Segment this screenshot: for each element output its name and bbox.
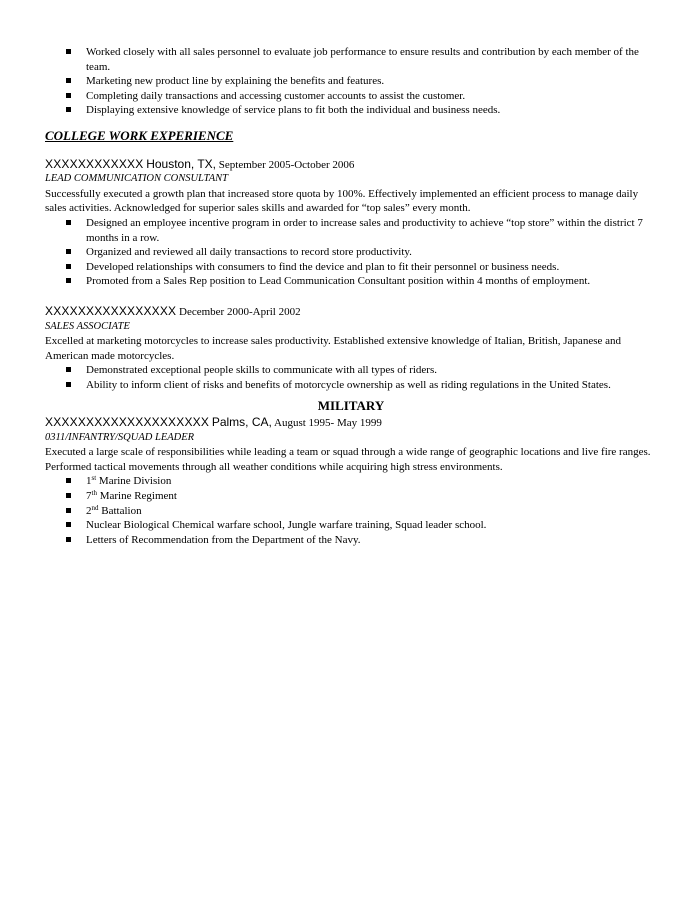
job3-header <box>45 415 657 431</box>
job1-city: Houston, TX, <box>146 156 217 171</box>
square-bullet-icon <box>66 478 71 483</box>
job1-dates: September 2005-October 2006 <box>218 158 355 171</box>
bullet-item: 2nd Battalion <box>45 504 657 519</box>
square-bullet-icon <box>66 493 71 498</box>
bullet-item: Completing daily transactions and accessing customer accounts to assist the customer. <box>45 89 657 104</box>
square-bullet-icon <box>66 249 71 254</box>
bullet-item: Nuclear Biological Chemical warfare school, Jungle warfare training, Squad leader school. <box>45 518 657 533</box>
job1-title: LEAD COMMUNICATION CONSULTANT <box>45 173 228 185</box>
job1-employer: XXXXXXXXXXXX <box>45 156 144 171</box>
job2-employer: XXXXXXXXXXXXXXXX <box>45 303 177 318</box>
bullet-item: Displaying extensive knowledge of service plans to fit both the individual and business needs. <box>45 103 657 118</box>
job3-title: 0311/INFANTRY/SQUAD LEADER <box>45 431 195 443</box>
bullet-item: 1st Marine Division <box>45 474 657 489</box>
square-bullet-icon <box>66 522 71 527</box>
job1-bullets <box>45 216 657 289</box>
job3-city: Palms, CA, <box>211 415 272 430</box>
bullet-item: Designed an employee incentive program in order to increase sales and productivity to achieve “top store” within the district 7 months in a row. <box>45 216 657 245</box>
college-work-heading: COLLEGE WORK EXPERIENCE <box>45 127 234 143</box>
job3-bullets <box>45 474 657 547</box>
square-bullet-icon <box>66 278 71 283</box>
square-bullet-icon <box>66 49 71 54</box>
square-bullet-icon <box>66 537 71 542</box>
square-bullet-icon <box>66 220 71 225</box>
resume-content <box>45 45 657 547</box>
bullet-item: Developed relationships with consumers to find the device and plan to fit their personnel or business needs. <box>45 260 657 275</box>
square-bullet-icon <box>66 107 71 112</box>
bullet-item: 7th Marine Regiment <box>45 489 657 504</box>
previous-job-bullets <box>45 45 657 118</box>
job2-header <box>45 304 657 320</box>
job2-summary: Excelled at marketing motorcycles to increase sales productivity. Established extensive knowledge of Italian, British, Japanese and American made motorcycles. <box>45 335 621 362</box>
bullet-item: Demonstrated exceptional people skills to communicate with all types of riders. <box>45 363 657 378</box>
job1-summary: Successfully executed a growth plan that increased store quota by 100%. Effectively implemented an efficient process to manage daily sales activities. Acknowledged for superior sales skills and awarded for “top sales” every month. <box>45 187 639 215</box>
bullet-item: Promoted from a Sales Rep position to Lead Communication Consultant position within 4 months of employment. <box>45 274 657 289</box>
square-bullet-icon <box>66 508 71 513</box>
bullet-item: Ability to inform client of risks and benefits of motorcycle ownership as well as riding regulations in the United States. <box>45 378 657 393</box>
square-bullet-icon <box>66 382 71 387</box>
job2-dates: December 2000-April 2002 <box>179 305 301 318</box>
job3-employer: XXXXXXXXXXXXXXXXXXXX <box>45 415 210 430</box>
job3-summary: Executed a large scale of responsibilities while leading a team or squad through a wide range of geographic locations and live fire ranges. Performed tactical movements through all weather conditions while acquiring high stress environments. <box>45 446 651 473</box>
military-heading: MILITARY <box>317 398 385 414</box>
square-bullet-icon <box>66 93 71 98</box>
job2-bullets <box>45 363 657 392</box>
job3-dates: August 1995- May 1999 <box>274 417 382 430</box>
bullet-item: Organized and reviewed all daily transactions to record store productivity. <box>45 245 657 260</box>
job1-header <box>45 157 657 173</box>
square-bullet-icon <box>66 367 71 372</box>
job2-title: SALES ASSOCIATE <box>45 320 130 332</box>
bullet-item: Worked closely with all sales personnel to evaluate job performance to ensure results and contribution by each member of the team. <box>45 45 657 74</box>
bullet-item: Marketing new product line by explaining the benefits and features. <box>45 74 657 89</box>
bullet-item: Letters of Recommendation from the Department of the Navy. <box>45 533 657 548</box>
square-bullet-icon <box>66 264 71 269</box>
square-bullet-icon <box>66 78 71 83</box>
